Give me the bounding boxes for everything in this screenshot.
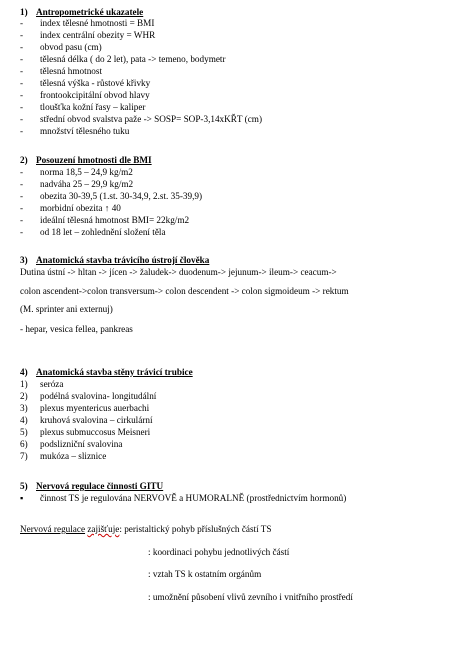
section-title: Nervová regulace činnosti GITU bbox=[36, 481, 164, 491]
section-title: Anatomická stavba stěny trávicí trubice bbox=[36, 367, 193, 377]
text-line: - hepar, vesica fellea, pankreas bbox=[20, 324, 133, 334]
list-item: - obvod pasu (cm) bbox=[20, 42, 102, 52]
section-number: 2) bbox=[20, 155, 28, 165]
regulation-label: Nervová regulace bbox=[20, 524, 86, 534]
section-number: 4) bbox=[20, 367, 28, 377]
text-line: Dutina ústní -> hltan -> jícen -> žaludek-> duodenum-> jejunum-> ileum-> ceacum-> bbox=[20, 267, 337, 277]
list-item: - množství tělesného tuku bbox=[20, 126, 130, 136]
text-line: colon ascendent->colon transversum-> colon descendent -> colon sigmoideum -> rektum bbox=[20, 286, 349, 296]
list-item: - tělesná výška - růstové křivky bbox=[20, 78, 151, 88]
list-item: - ideální tělesná hmotnost BMI= 22kg/m2 bbox=[20, 215, 190, 225]
section-title: Antropometrické ukazatele bbox=[36, 7, 144, 17]
section-heading bbox=[20, 255, 209, 266]
list-item: 6) podslizniční svalovina bbox=[20, 439, 123, 449]
section-heading bbox=[20, 155, 152, 166]
regulation-item: : vztah TS k ostatním orgánům bbox=[148, 569, 262, 579]
list-item: 1) seróza bbox=[20, 379, 64, 389]
section-number: 5) bbox=[20, 481, 28, 491]
list-item: - index tělesné hmotnosti = BMI bbox=[20, 18, 155, 28]
list-item: ▪ činnost TS je regulována NERVOVĚ a HUMORALNĚ (prostřednictvím hormonů) bbox=[20, 493, 347, 503]
regulation-verb: zajišťuje bbox=[87, 524, 120, 534]
list-item: - nadváha 25 – 29,9 kg/m2 bbox=[20, 179, 134, 189]
section-heading bbox=[20, 367, 193, 378]
list-item: 7) mukóza – sliznice bbox=[20, 451, 107, 461]
list-item: 2) podélná svalovina- longitudální bbox=[20, 391, 157, 401]
list-item: - index centrální obezity = WHR bbox=[20, 30, 156, 40]
list-item: - morbidní obezita ↑ 40 bbox=[20, 203, 121, 213]
section-number: 3) bbox=[20, 255, 28, 265]
list-item: 4) kruhová svalovina – cirkulární bbox=[20, 415, 153, 425]
list-item: - frontookcipitální obvod hlavy bbox=[20, 90, 150, 100]
list-item: 3) plexus myentericus auerbachi bbox=[20, 403, 150, 413]
section-heading bbox=[20, 481, 163, 492]
list-item: - od 18 let – zohlednění složení těla bbox=[20, 227, 166, 237]
list-item: - tloušťka kožní řasy – kaliper bbox=[20, 102, 146, 112]
list-item: - tělesná hmotnost bbox=[20, 66, 103, 76]
regulation-line bbox=[20, 524, 272, 535]
regulation-item: : koordinaci pohybu jednotlivých částí bbox=[148, 547, 290, 557]
text-line: (M. sprinter ani externuj) bbox=[20, 304, 113, 314]
list-item: - obezita 30-39,5 (1.st. 30-34,9, 2.st. 35-39,9) bbox=[20, 191, 203, 201]
regulation-item: : peristaltický pohyb příslušných částí TS bbox=[119, 524, 272, 534]
section-title: Anatomická stavba trávicího ústrojí člověka bbox=[36, 255, 210, 265]
list-item: - norma 18,5 – 24,9 kg/m2 bbox=[20, 167, 133, 177]
list-item: - tělesná délka ( do 2 let), pata -> temeno, bodymetr bbox=[20, 54, 226, 64]
regulation-item: : umožnění působení vlivů zevního i vnitřního prostředí bbox=[148, 592, 353, 602]
section-number: 1) bbox=[20, 7, 28, 17]
list-item: - střední obvod svalstva paže -> SOSP= SOP-3,14xKŘT (cm) bbox=[20, 114, 263, 124]
list-item: 5) plexus submuccosus Meisneri bbox=[20, 427, 151, 437]
section-heading bbox=[20, 7, 143, 18]
section-title: Posouzení hmotnosti dle BMI bbox=[36, 155, 152, 165]
